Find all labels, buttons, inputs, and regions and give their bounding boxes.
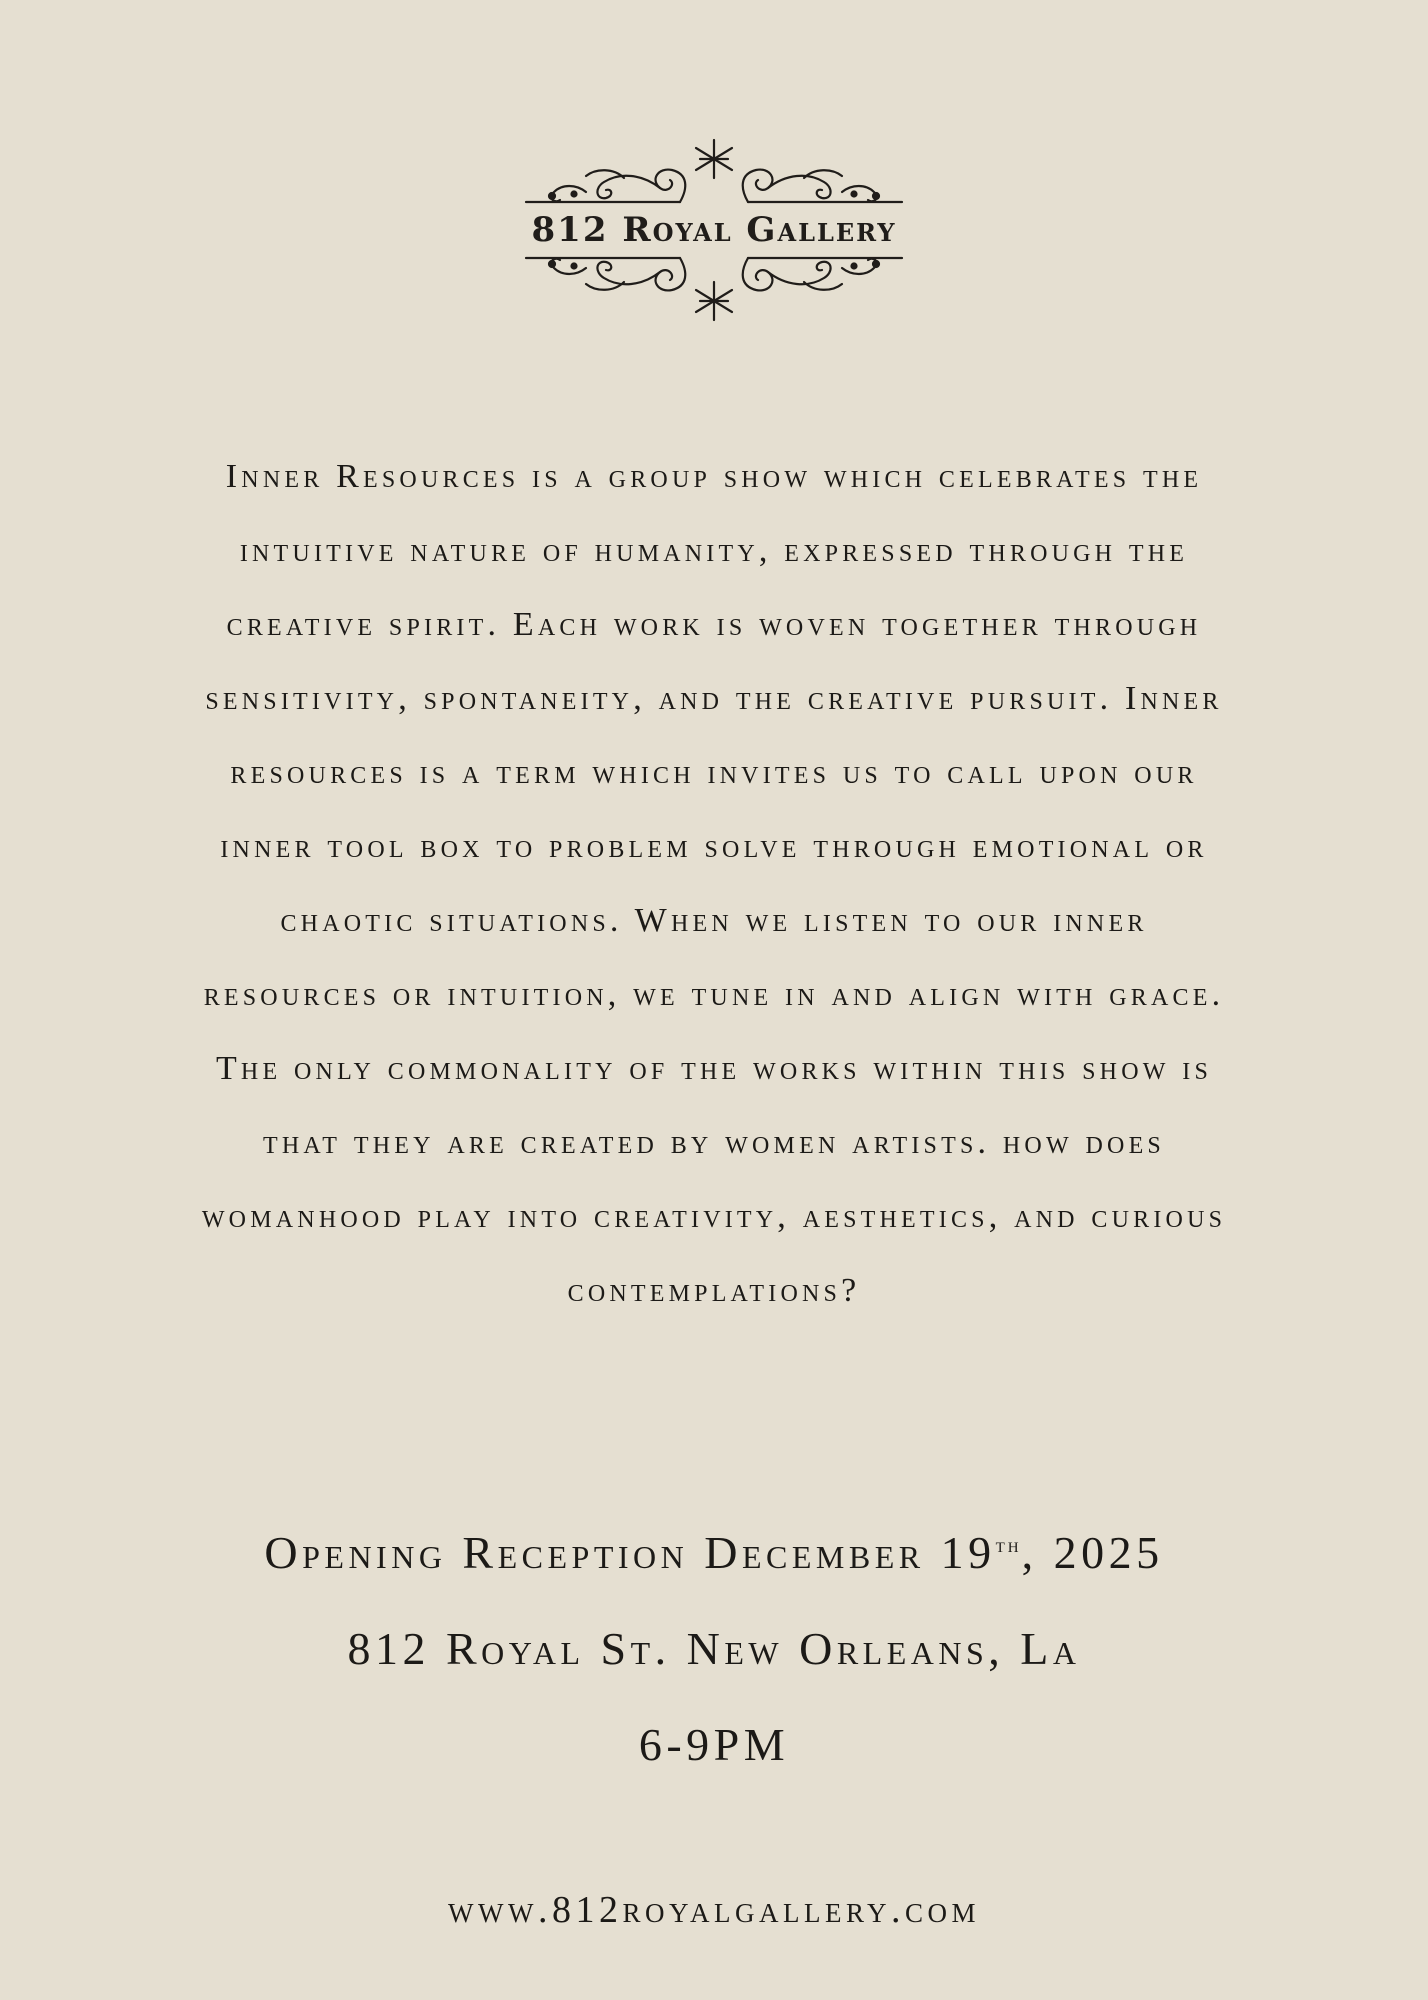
description-line: womanhood play into creativity, aesthetics, and curious bbox=[201, 1198, 1227, 1235]
description-line: Inner Resources is a group show which celebrates the bbox=[225, 458, 1203, 495]
opening-year: , 2025 bbox=[1021, 1527, 1164, 1578]
description-line: contemplations? bbox=[567, 1272, 861, 1309]
gallery-address: 812 Royal St. New Orleans, La bbox=[347, 1623, 1081, 1674]
opening-date-text: Opening Reception December 19 bbox=[264, 1527, 996, 1578]
description-line: resources or intuition, we tune in and align with grace. bbox=[203, 976, 1225, 1013]
gallery-logo bbox=[474, 130, 954, 330]
description-line: The only commonality of the works within this show is bbox=[215, 1050, 1213, 1087]
description-line: creative spirit. Each work is woven together through bbox=[226, 606, 1202, 643]
show-description bbox=[130, 440, 1298, 1328]
description-line: that they are created by women artists. how does bbox=[263, 1124, 1165, 1161]
event-details bbox=[130, 1505, 1298, 1793]
description-line: intuitive nature of humanity, expressed through the bbox=[239, 532, 1189, 569]
website-url: www.812royalgallery.com bbox=[448, 1889, 980, 1931]
opening-reception-date bbox=[130, 1505, 1298, 1601]
description-line: sensitivity, spontaneity, and the creative pursuit. Inner bbox=[205, 680, 1223, 717]
description-line: inner tool box to problem solve through emotional or bbox=[220, 828, 1208, 865]
reception-time: 6-9PM bbox=[638, 1719, 790, 1770]
description-line: resources is a term which invites us to call upon our bbox=[230, 754, 1198, 791]
ordinal-suffix: th bbox=[995, 1532, 1022, 1557]
description-line: chaotic situations. When we listen to our inner bbox=[280, 902, 1148, 939]
logo-wordmark: 812 Royal Gallery bbox=[531, 210, 897, 250]
